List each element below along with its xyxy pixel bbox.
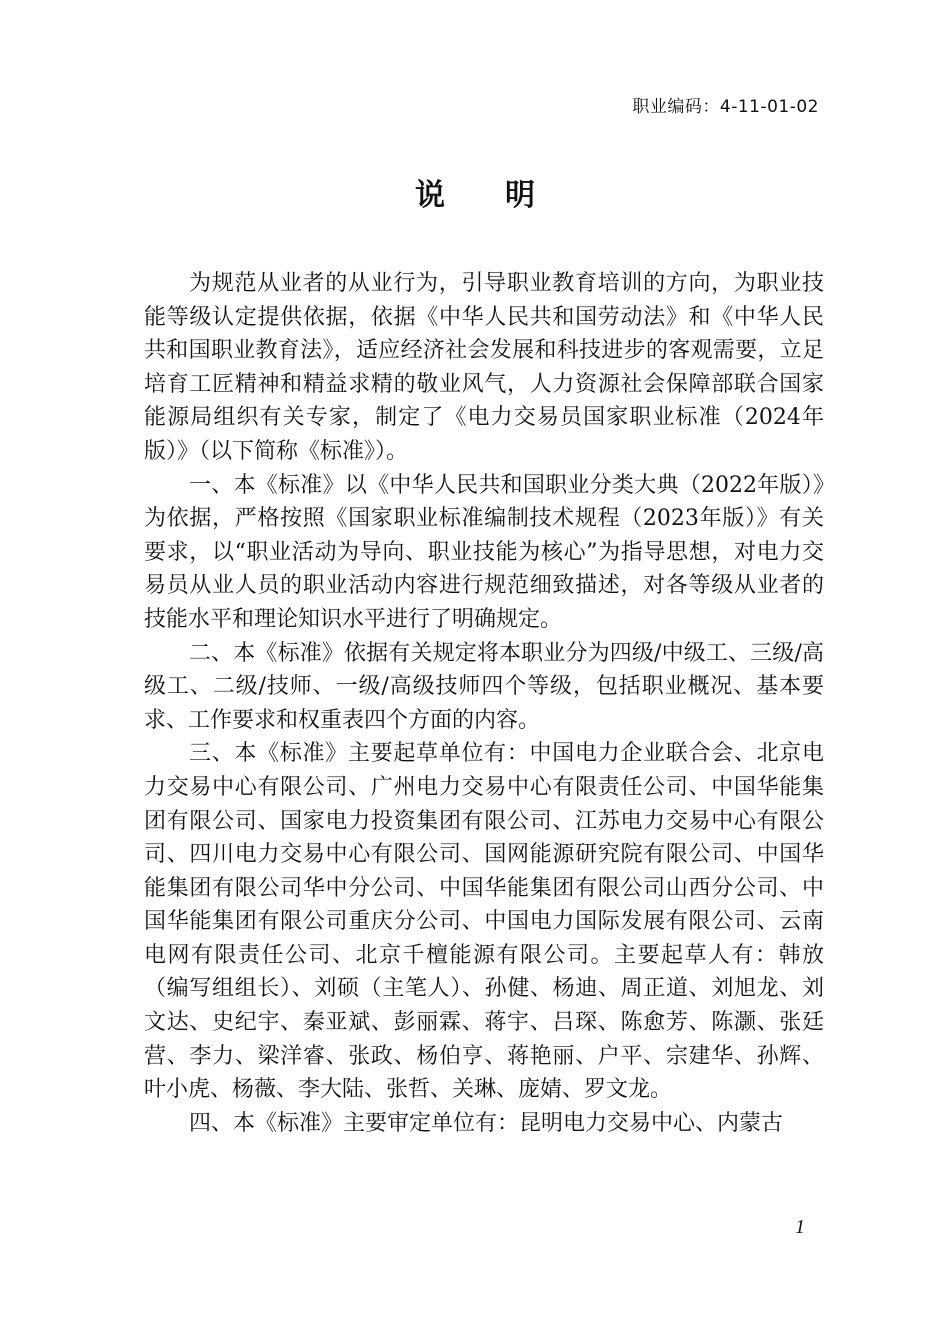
paragraph-drafters: 三、本《标准》主要起草单位有：中国电力企业联合会、北京电力交易中心有限公司、广州电力交易中心有限责任公司、中国华能集团有限公司、国家电力投资集团有限公司、江苏电力交易中心有限公司、四川电力交易中心有限公司、国网能源研究院有限公司、中国华能集团有限公司华中分公司、中国华能集团有限公司山西分公司、中国华能集团有限公司重庆分公司、中国电力国际发展有限公司、云南电网有限责任公司、北京千檀能源有限公司。主要起草人有：韩放（编写组组长）、刘硕（主笔人）、孙健、杨迪、周正道、刘旭龙、刘文达、史纪宇、秦亚斌、彭丽霖、蒋宇、吕琛、陈愈芳、陈灏、张廷营、李力、梁洋睿、张政、杨伯亨、蒋艳丽、户平、宗建华、孙辉、叶小虎、杨薇、李大陆、张哲、关琳、庞婧、罗文龙。 [144, 741, 824, 1103]
body-text [144, 267, 824, 1140]
paragraph-reviewers: 四、本《标准》主要审定单位有：昆明电力交易中心、内蒙古 [189, 1110, 784, 1136]
page-number: 1 [795, 1216, 805, 1238]
page-title: 说明 [415, 178, 595, 213]
occupation-code: 职业编码：4-11-01-02 [632, 97, 819, 117]
paragraph-basis: 一、本《标准》以《中华人民共和国职业分类大典（2022年版）》为依据，严格按照《国家职业标准编制技术规程（2023年版）》有关要求，以“职业活动为导向、职业技能为核心”为指导思想，对电力交易员从业人员的职业活动内容进行规范细致描述，对各等级从业者的技能水平和理论知识水平进行了明确规定。 [144, 472, 824, 632]
paragraph-levels: 二、本《标准》依据有关规定将本职业分为四级/中级工、三级/高级工、二级/技师、一级/高级技师四个等级，包括职业概况、基本要求、工作要求和权重表四个方面的内容。 [144, 640, 824, 733]
paragraph-intro: 为规范从业者的从业行为，引导职业教育培训的方向，为职业技能等级认定提供依据，依据《中华人民共和国劳动法》和《中华人民共和国职业教育法》，适应经济社会发展和科技进步的客观需要，立足培育工匠精神和精益求精的敬业风气，人力资源社会保障部联合国家能源局组织有关专家，制定了《电力交易员国家职业标准（2024年版）》（以下简称《标准》）。 [144, 271, 824, 464]
